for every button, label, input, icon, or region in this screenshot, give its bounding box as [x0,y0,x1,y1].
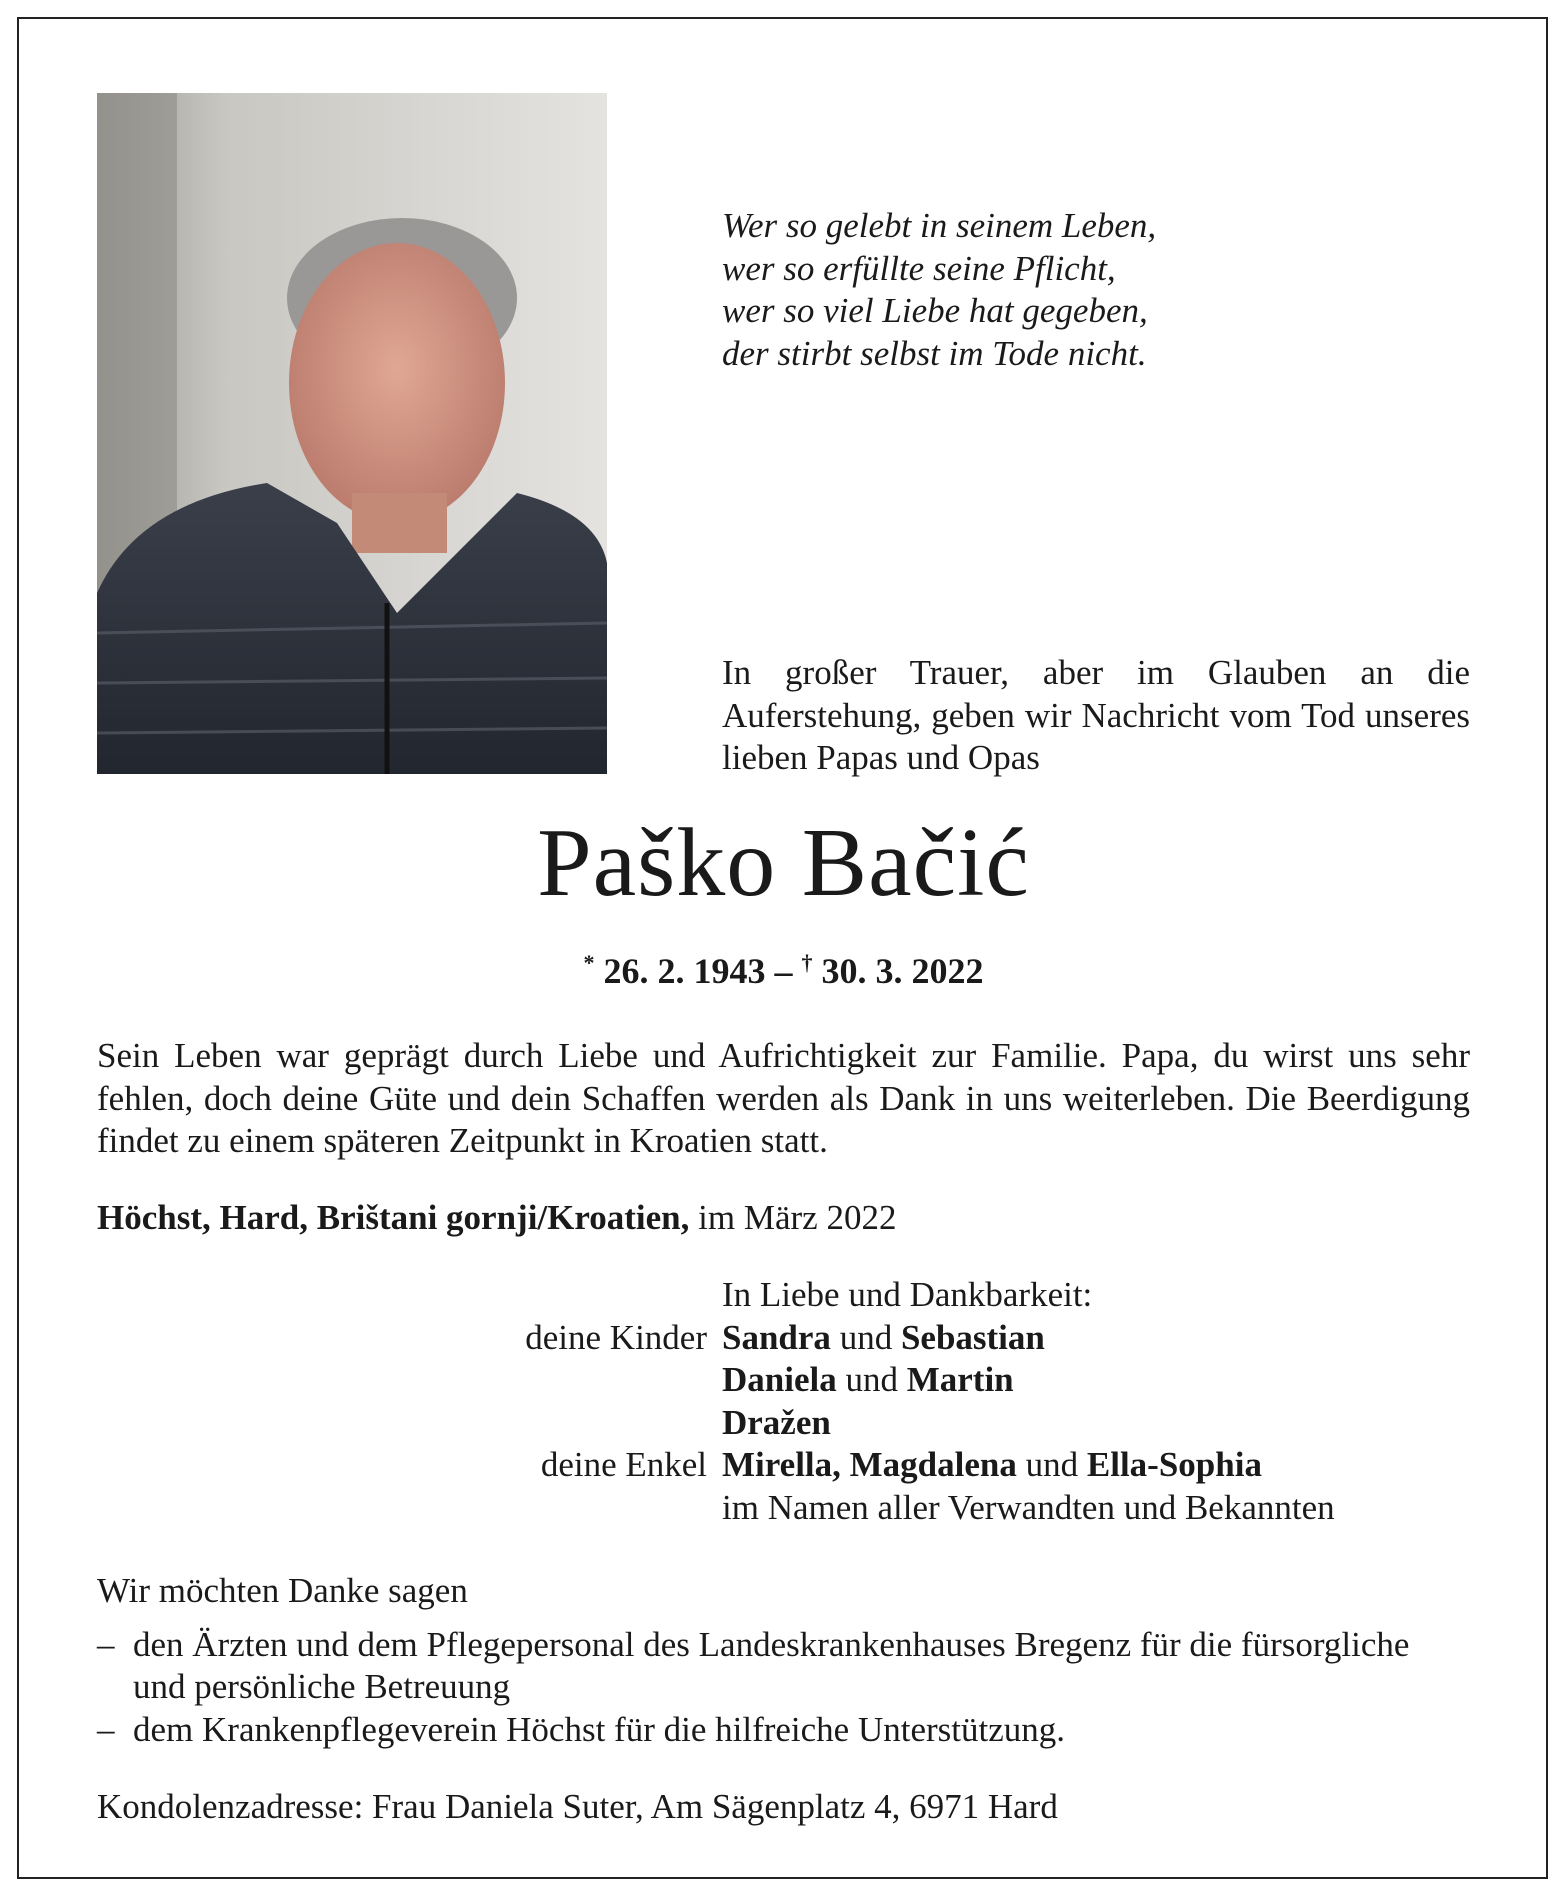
birth-symbol: * [583,950,595,975]
thanks-heading: Wir möchten Danke sagen [97,1571,468,1610]
and-word: und [839,1317,893,1357]
grandchild-names: Mirella, Magdalena [722,1445,1017,1484]
announcement-intro: In großer Trauer, aber im Glauben an die Auferstehung, geben wir Nachricht vom Tod unseres lieben Papas und Opas [722,653,1470,777]
poem [722,205,1156,375]
child-name: Sebastian [900,1317,1045,1357]
child-name: Dražen [722,1402,831,1442]
deceased-name: Paško Bačić [537,809,1030,917]
life-dates [0,950,1567,992]
child-name: Sandra [722,1317,831,1357]
places: Höchst, Hard, Brištani gornji/Kroatien, [97,1198,690,1237]
thanks-item-text: den Ärzten und dem Pflegepersonal des Landeskrankenhauses Bregenz für die fürsorgliche und persönliche Betreuung [133,1624,1410,1706]
condolence-address: Kondolenzadresse: Frau Daniela Suter, Am Sägenplatz 4, 6971 Hard [97,1787,1058,1826]
signoff-footer: im Namen aller Verwandten und Bekannten [722,1487,1335,1527]
grandchildren-line [722,1444,1262,1487]
poem-line: wer so viel Liebe hat gegeben, [722,291,1148,330]
body-text: Sein Leben war geprägt durch Liebe und Aufrichtigkeit zur Familie. Papa, du wirst uns sehr fehlen, doch deine Güte und dein Schaffen werden als Dank in uns weiterleben. Die Beerdigung findet zu einem späteren Zeitpunkt in Kroatien statt. [97,1036,1470,1160]
signoff [97,1274,1497,1529]
dash: – [97,1709,115,1749]
thanks-section [97,1570,1470,1751]
children-line [722,1317,1045,1360]
death-symbol: † [801,950,813,975]
poem-line: der stirbt selbst im Tode nicht. [722,333,1147,373]
poem-line: wer so erfüllte seine Pflicht, [722,248,1116,288]
children-line [722,1359,1014,1402]
date-separator: – [765,951,802,991]
dash: – [97,1624,115,1664]
place-date [97,1198,896,1238]
grandchild-name: Ella-Sophia [1086,1445,1262,1484]
portrait-photo [97,93,607,774]
signoff-heading: In Liebe und Dankbarkeit: [722,1275,1093,1314]
death-date: 30. 3. 2022 [821,951,984,991]
child-name: Martin [906,1360,1014,1399]
children-label: deine Kinder [525,1317,707,1357]
thanks-item [97,1624,1470,1709]
thanks-item-text: dem Krankenpflegeverein Höchst für die hilfreiche Unterstützung. [133,1709,1066,1749]
month-year: im März 2022 [689,1198,897,1237]
children-line [722,1402,831,1445]
child-name: Daniela [722,1360,837,1399]
thanks-item [97,1709,1470,1752]
and-word: und [845,1360,898,1399]
grandchildren-label: deine Enkel [540,1445,707,1484]
birth-date: 26. 2. 1943 [603,951,766,991]
poem-line: Wer so gelebt in seinem Leben, [722,206,1157,245]
and-word: und [1025,1445,1079,1484]
